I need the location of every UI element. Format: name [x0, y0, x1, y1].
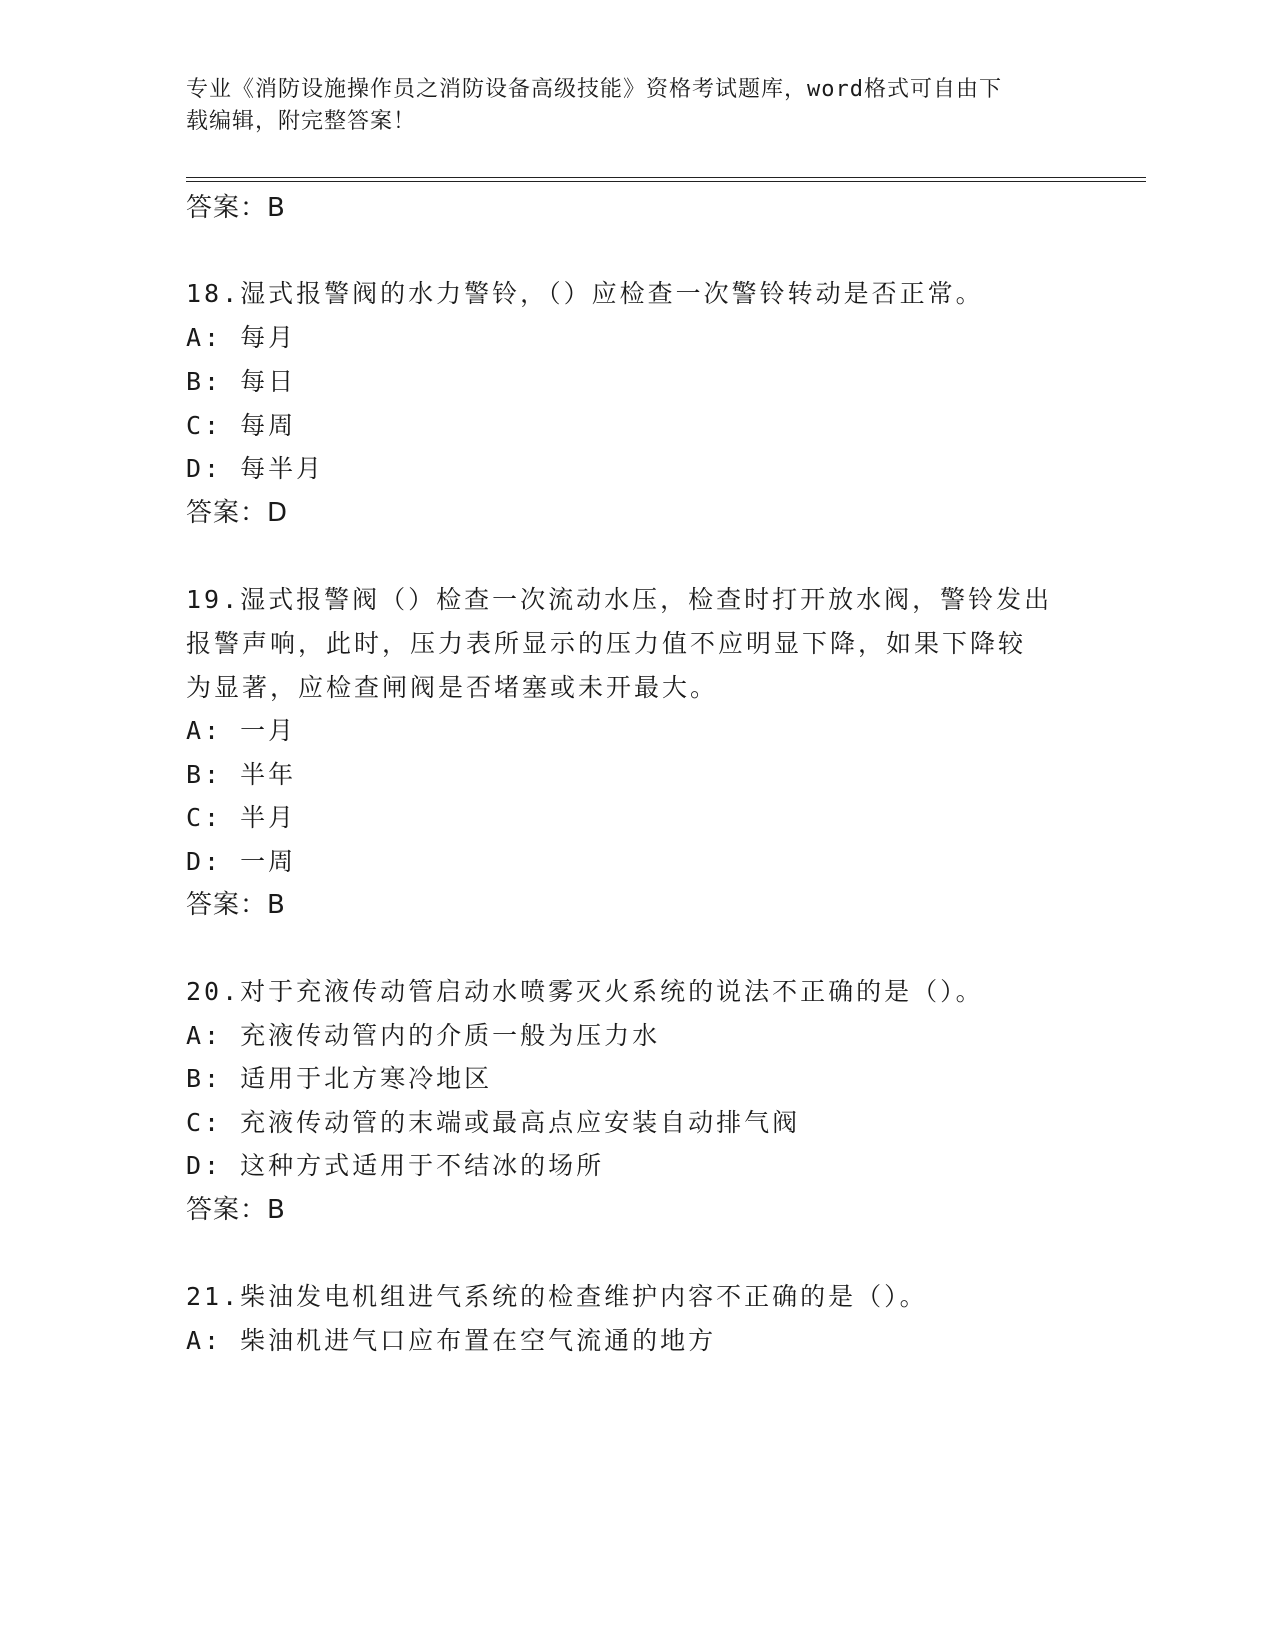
question-19-line-3: 为显著，应检查闸阀是否堵塞或未开最大。 — [186, 673, 719, 702]
header-text-1c: 格式可自由下 — [864, 77, 1003, 102]
q19-option-d: D: 一周 — [186, 847, 297, 876]
q19-option-c: C: 半月 — [186, 803, 297, 832]
question-21: 21.柴油发电机组进气系统的检查维护内容不正确的是（）。 — [186, 1282, 928, 1311]
question-18: 18.湿式报警阀的水力警铃，（）应检查一次警铃转动是否正常。 — [186, 279, 984, 308]
header-divider-bottom — [186, 181, 1146, 182]
answer-17: 答案：B — [186, 193, 286, 223]
q18-option-d: D: 每半月 — [186, 454, 325, 483]
header-text-1b: word — [807, 77, 864, 102]
document-header — [186, 74, 1066, 138]
answer-20: 答案：B — [186, 1195, 286, 1225]
q18-option-b: B: 每日 — [186, 367, 297, 396]
answer-18: 答案：D — [186, 498, 289, 528]
q18-option-a: A: 每月 — [186, 323, 297, 352]
header-text-1a: 专业《消防设施操作员之消防设备高级技能》资格考试题库， — [186, 77, 808, 102]
q18-option-c: C: 每周 — [186, 411, 297, 440]
q20-option-b: B: 适用于北方寒冷地区 — [186, 1064, 493, 1093]
question-19-line-2: 报警声响，此时，压力表所显示的压力值不应明显下降，如果下降较 — [186, 629, 1027, 658]
question-20: 20.对于充液传动管启动水喷雾灭火系统的说法不正确的是（）。 — [186, 977, 984, 1006]
q20-option-c: C: 充液传动管的末端或最高点应安装自动排气阀 — [186, 1108, 801, 1137]
q21-option-a: A: 柴油机进气口应布置在空气流通的地方 — [186, 1326, 717, 1355]
header-line-1 — [186, 74, 1066, 106]
q19-option-a: A: 一月 — [186, 716, 297, 745]
q20-option-d: D: 这种方式适用于不结冰的场所 — [186, 1151, 605, 1180]
question-19-line-1: 19.湿式报警阀（）检查一次流动水压，检查时打开放水阀，警铃发出 — [186, 585, 1053, 614]
header-divider-top — [186, 177, 1146, 178]
q20-option-a: A: 充液传动管内的介质一般为压力水 — [186, 1021, 661, 1050]
answer-19: 答案：B — [186, 890, 286, 920]
header-line-2: 载编辑，附完整答案！ — [186, 109, 417, 134]
q19-option-b: B: 半年 — [186, 760, 297, 789]
